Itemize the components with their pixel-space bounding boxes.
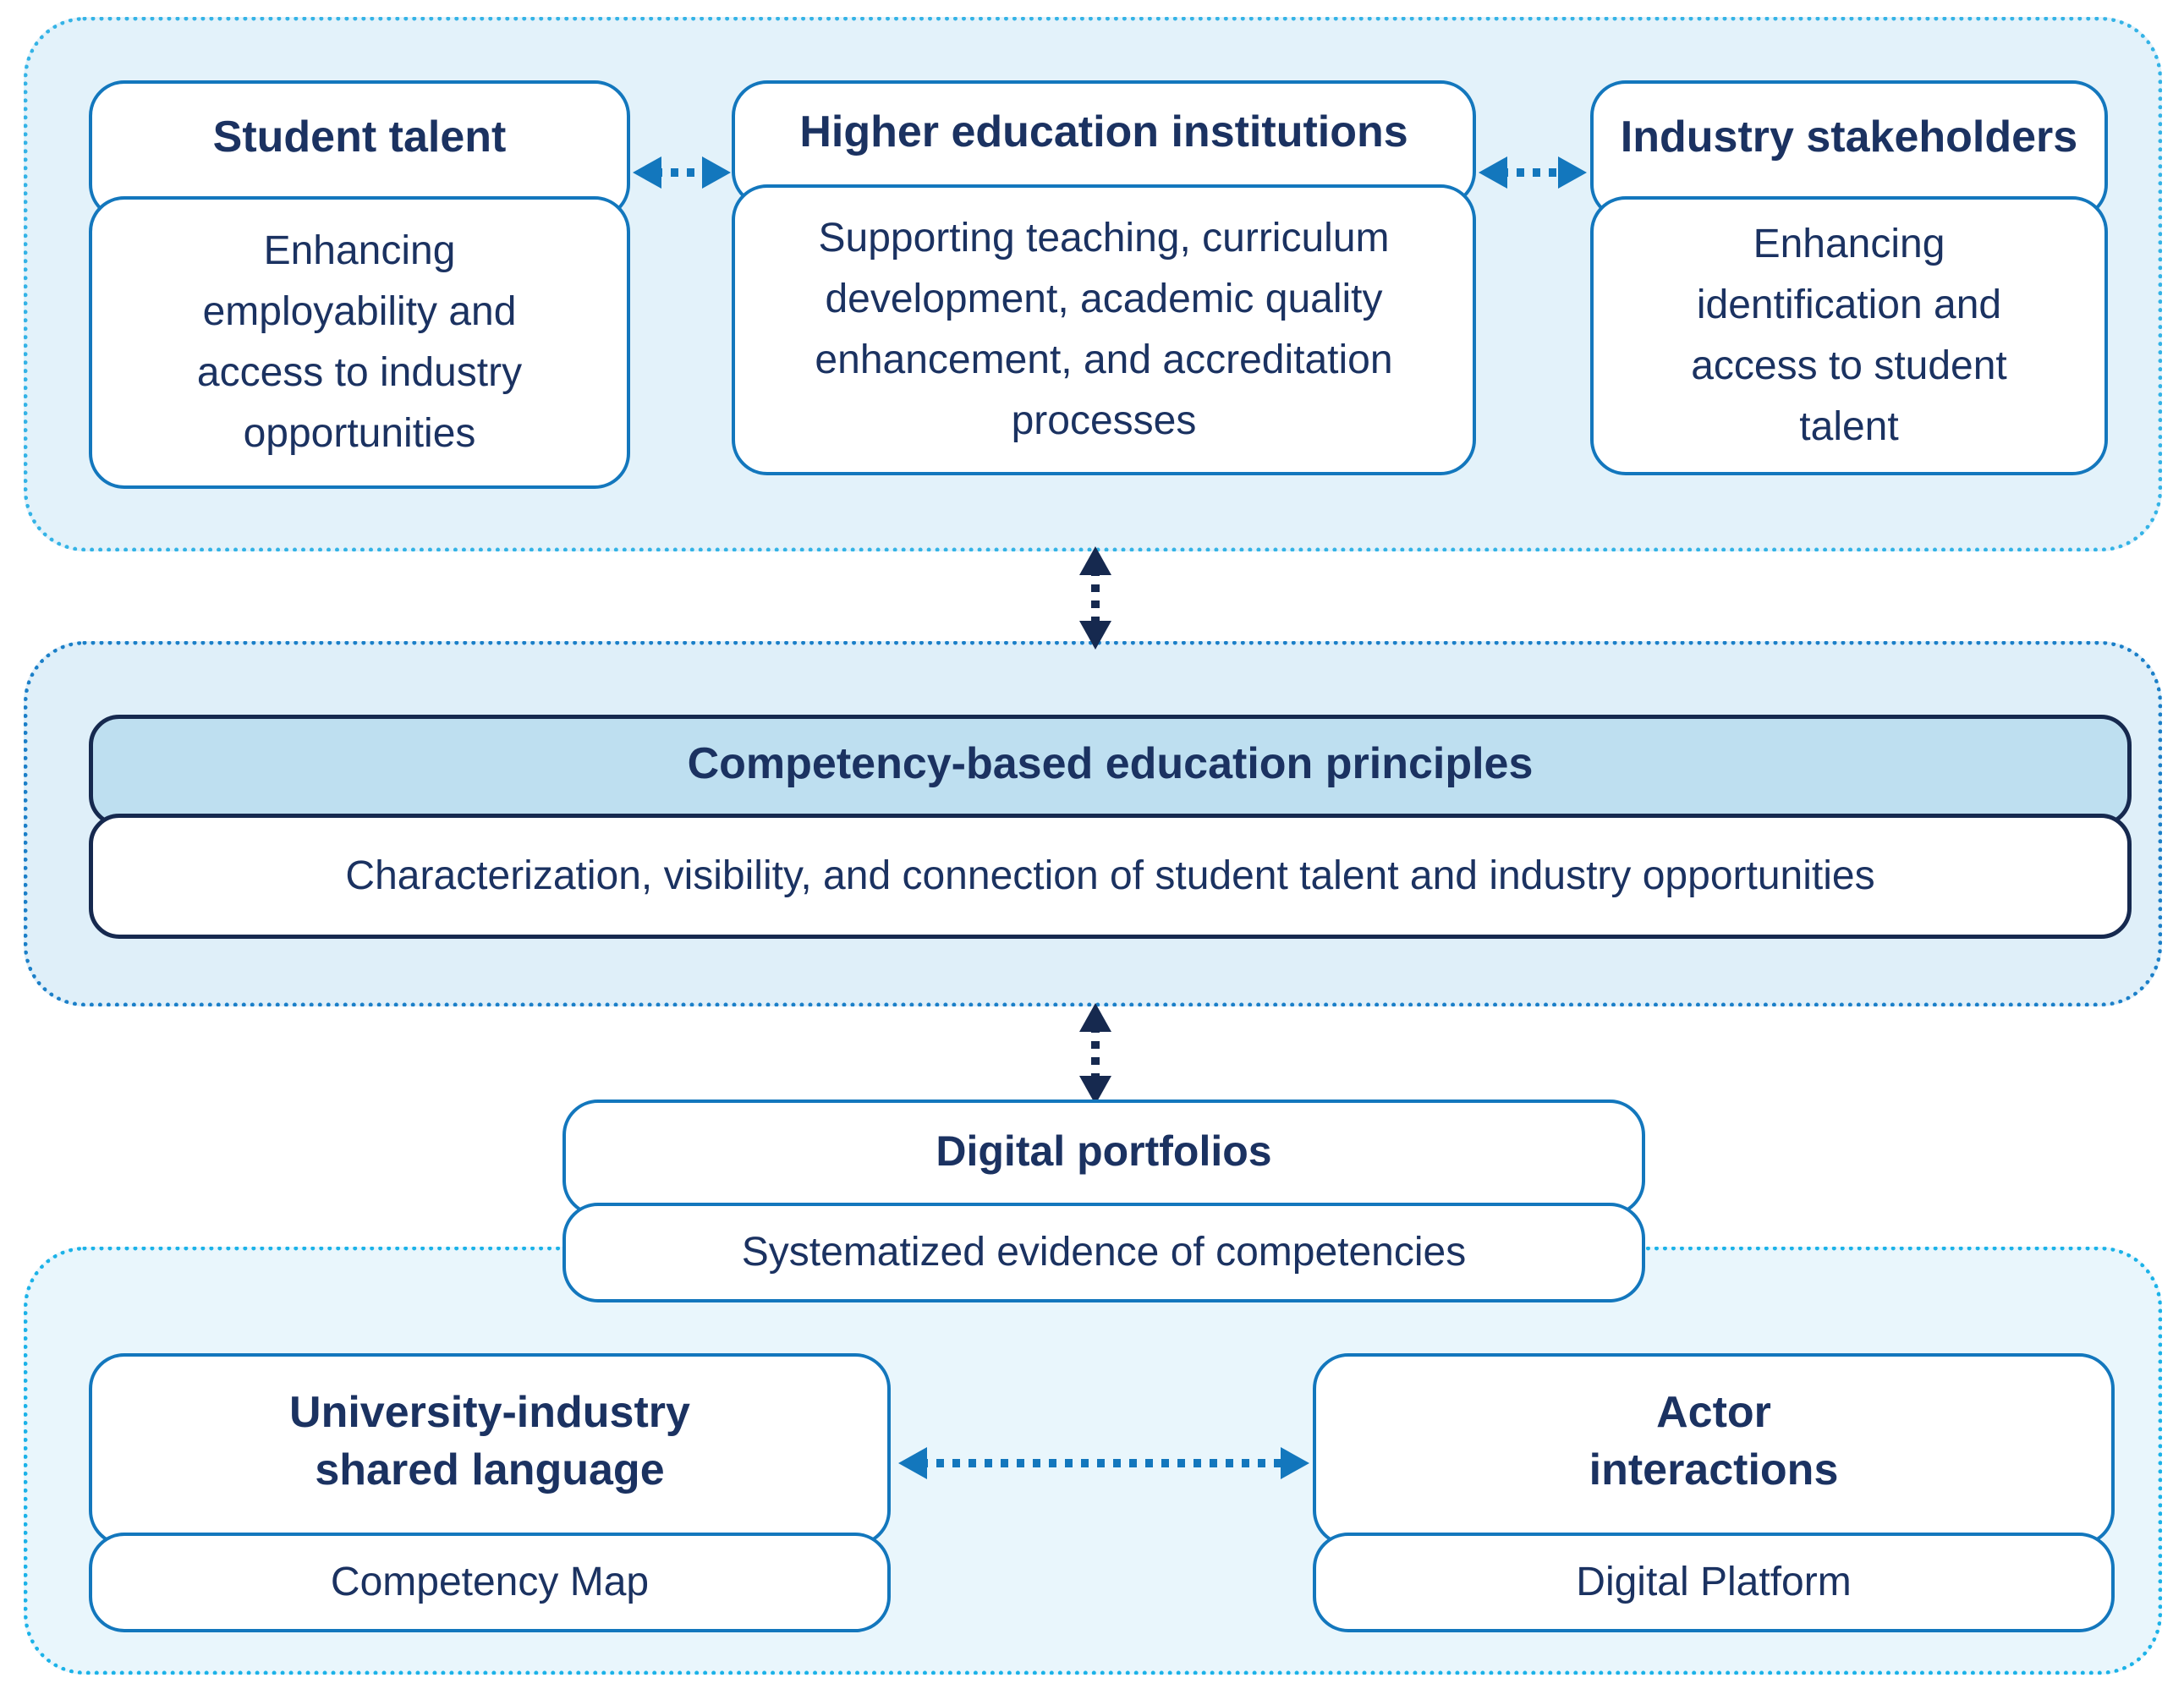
- shared-language-body: Competency Map: [330, 1560, 650, 1604]
- arrow-shaft: [1501, 168, 1565, 177]
- arrowhead-right: [1281, 1447, 1309, 1479]
- arrow-shaft: [1091, 568, 1100, 628]
- hei-body-box: [732, 184, 1476, 475]
- student-talent-body: Enhancing employability and access to industry opportunities: [196, 228, 523, 456]
- industry-body: Enhancing identification and access to student talent: [1691, 222, 2007, 449]
- arrow-shaft: [920, 1459, 1287, 1467]
- industry-body-box: [1590, 196, 2108, 475]
- actor-interactions-title-line1: Actor: [1656, 1388, 1771, 1438]
- shared-language-body-box: [89, 1533, 891, 1632]
- arrowhead-left: [898, 1447, 927, 1479]
- arrowhead-left: [1479, 156, 1507, 189]
- actor-interactions-title: [1589, 1385, 1839, 1499]
- arrow-actors-principles-icon: [1078, 546, 1112, 650]
- arrow-sharedlang-actor-icon: [898, 1445, 1309, 1482]
- arrowhead-up: [1079, 1003, 1111, 1032]
- student-talent-body-box: [89, 196, 630, 489]
- actor-interactions-title-box: [1313, 1353, 2115, 1546]
- principles-header: Competency-based education principles: [687, 739, 1534, 789]
- arrowhead-right: [1558, 156, 1587, 189]
- arrow-student-hei-icon: [633, 154, 731, 191]
- portfolios-body: Systematized evidence of competencies: [741, 1230, 1467, 1275]
- portfolios-body-box: [562, 1203, 1645, 1302]
- principles-header-box: [89, 715, 2132, 826]
- industry-title: Industry stakeholders: [1620, 112, 2078, 162]
- arrow-hei-industry-icon: [1479, 154, 1587, 191]
- arrow-principles-portfolios-icon: [1078, 1003, 1112, 1105]
- shared-language-title-line2: shared language: [315, 1445, 665, 1494]
- hei-title: Higher education institutions: [799, 107, 1408, 157]
- arrowhead-left: [633, 156, 661, 189]
- shared-language-title: [289, 1385, 690, 1499]
- principles-body: Characterization, visibility, and connection of student talent and industry opportunities: [345, 853, 1875, 899]
- actor-interactions-body: Digital Platform: [1576, 1560, 1852, 1604]
- shared-language-title-line1: University-industry: [289, 1388, 690, 1438]
- actor-interactions-body-box: [1313, 1533, 2115, 1632]
- principles-body-box: [89, 814, 2132, 939]
- actor-interactions-title-line2: interactions: [1589, 1445, 1839, 1494]
- arrowhead-down: [1079, 621, 1111, 650]
- hei-body: Supporting teaching, curriculum development, academic quality enhancement, and accreditation processes: [815, 216, 1393, 443]
- portfolios-title: Digital portfolios: [936, 1127, 1272, 1175]
- arrowhead-up: [1079, 546, 1111, 575]
- arrow-shaft: [1091, 1025, 1100, 1083]
- portfolios-title-box: [562, 1099, 1645, 1216]
- shared-language-title-box: [89, 1353, 891, 1546]
- student-talent-title: Student talent: [212, 112, 507, 162]
- arrow-shaft: [655, 168, 709, 177]
- arrowhead-right: [702, 156, 731, 189]
